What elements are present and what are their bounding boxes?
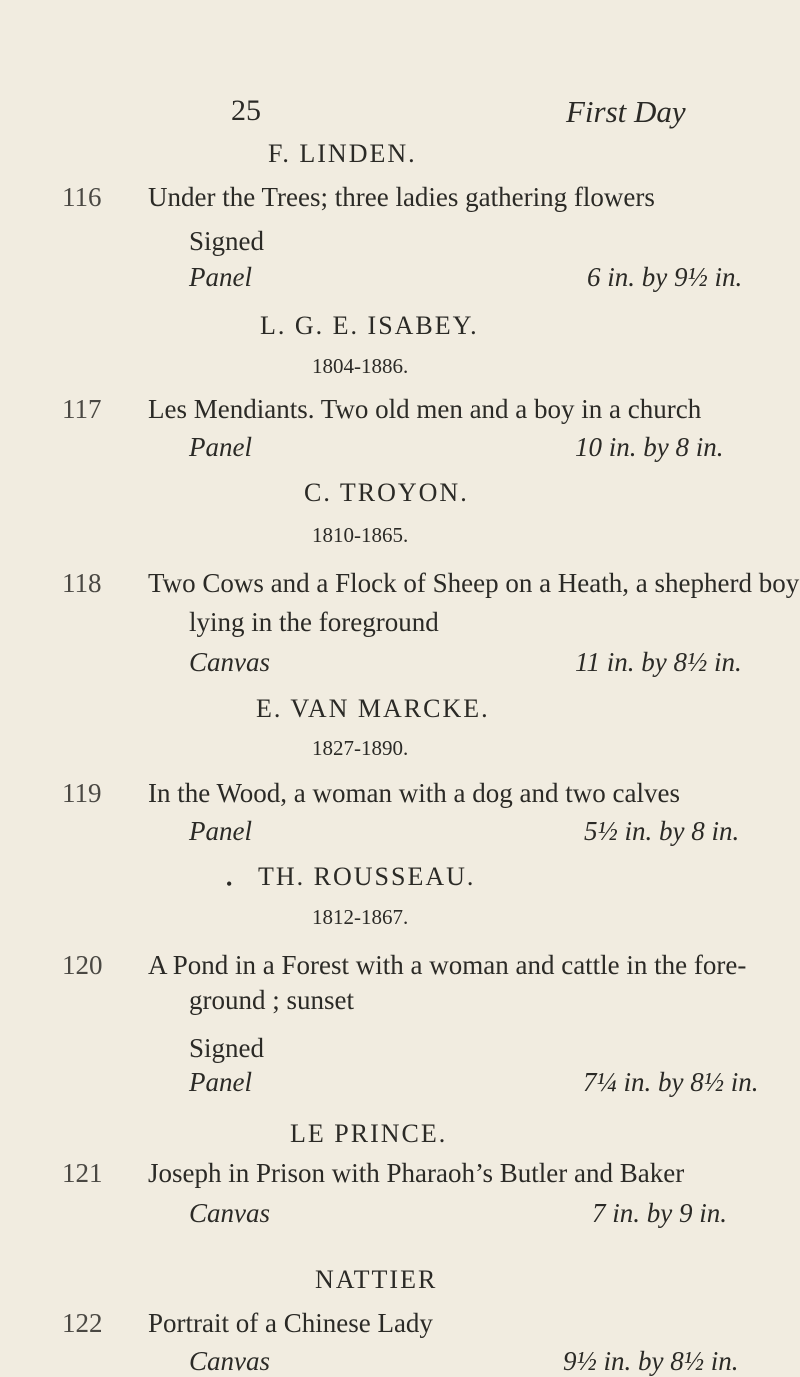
lot-dimensions: 11 in. by 8½ in. [575, 647, 742, 677]
lot-title-continuation: ground ; sunset [189, 985, 354, 1015]
lot-medium: Panel [189, 262, 252, 292]
lot-medium: Canvas [189, 1198, 270, 1228]
lot-title: Joseph in Prison with Pharaoh’s Butler and Baker [148, 1158, 685, 1188]
lot-title-continuation: lying in the foreground [189, 607, 439, 637]
artist-name: TH. ROUSSEAU. [258, 862, 476, 891]
lot-dimensions: 7¼ in. by 8½ in. [583, 1067, 759, 1097]
lot-number: 116 [62, 182, 102, 212]
artist-name: F. LINDEN. [268, 139, 417, 168]
lot-medium: Panel [189, 432, 252, 462]
artist-name: NATTIER [315, 1265, 438, 1294]
signed-note: Signed [189, 1033, 265, 1063]
artist-dates: 1812-1867. [312, 905, 409, 929]
bullet-mark: • [226, 874, 233, 894]
artist-dates: 1804-1886. [312, 354, 409, 378]
lot-number: 121 [62, 1158, 103, 1188]
lot-number: 122 [62, 1308, 103, 1338]
lot-dimensions: 10 in. by 8 in. [575, 432, 724, 462]
day-heading: First Day [566, 94, 686, 129]
lot-medium: Canvas [189, 647, 270, 677]
lot-medium: Panel [189, 1067, 252, 1097]
lot-medium: Panel [189, 816, 252, 846]
artist-name: L. G. E. ISABEY. [260, 311, 479, 340]
artist-name: LE PRINCE. [290, 1119, 448, 1148]
lot-dimensions: 9½ in. by 8½ in. [563, 1346, 739, 1376]
lot-title: A Pond in a Forest with a woman and cattle in the fore- [148, 950, 747, 980]
lot-title: Under the Trees; three ladies gathering flowers [148, 182, 655, 212]
artist-name: C. TROYON. [304, 478, 469, 507]
lot-number: 119 [62, 778, 102, 808]
lot-dimensions: 7 in. by 9 in. [592, 1198, 727, 1228]
lot-number: 118 [62, 568, 102, 598]
artist-dates: 1827-1890. [312, 736, 409, 760]
lot-number: 120 [62, 950, 103, 980]
lot-title: Portrait of a Chinese Lady [148, 1308, 433, 1338]
lot-medium: Canvas [189, 1346, 270, 1376]
signed-note: Signed [189, 226, 265, 256]
lot-dimensions: 5½ in. by 8 in. [584, 816, 740, 846]
artist-dates: 1810-1865. [312, 523, 409, 547]
lot-title: Les Mendiants. Two old men and a boy in a church [148, 394, 702, 424]
page-number: 25 [231, 94, 261, 127]
lot-dimensions: 6 in. by 9½ in. [587, 262, 743, 292]
artist-name: E. VAN MARCKE. [256, 694, 490, 723]
lot-title: Two Cows and a Flock of Sheep on a Heath, a shepherd boy [148, 568, 800, 598]
lot-number: 117 [62, 394, 102, 424]
lot-title: In the Wood, a woman with a dog and two calves [148, 778, 680, 808]
